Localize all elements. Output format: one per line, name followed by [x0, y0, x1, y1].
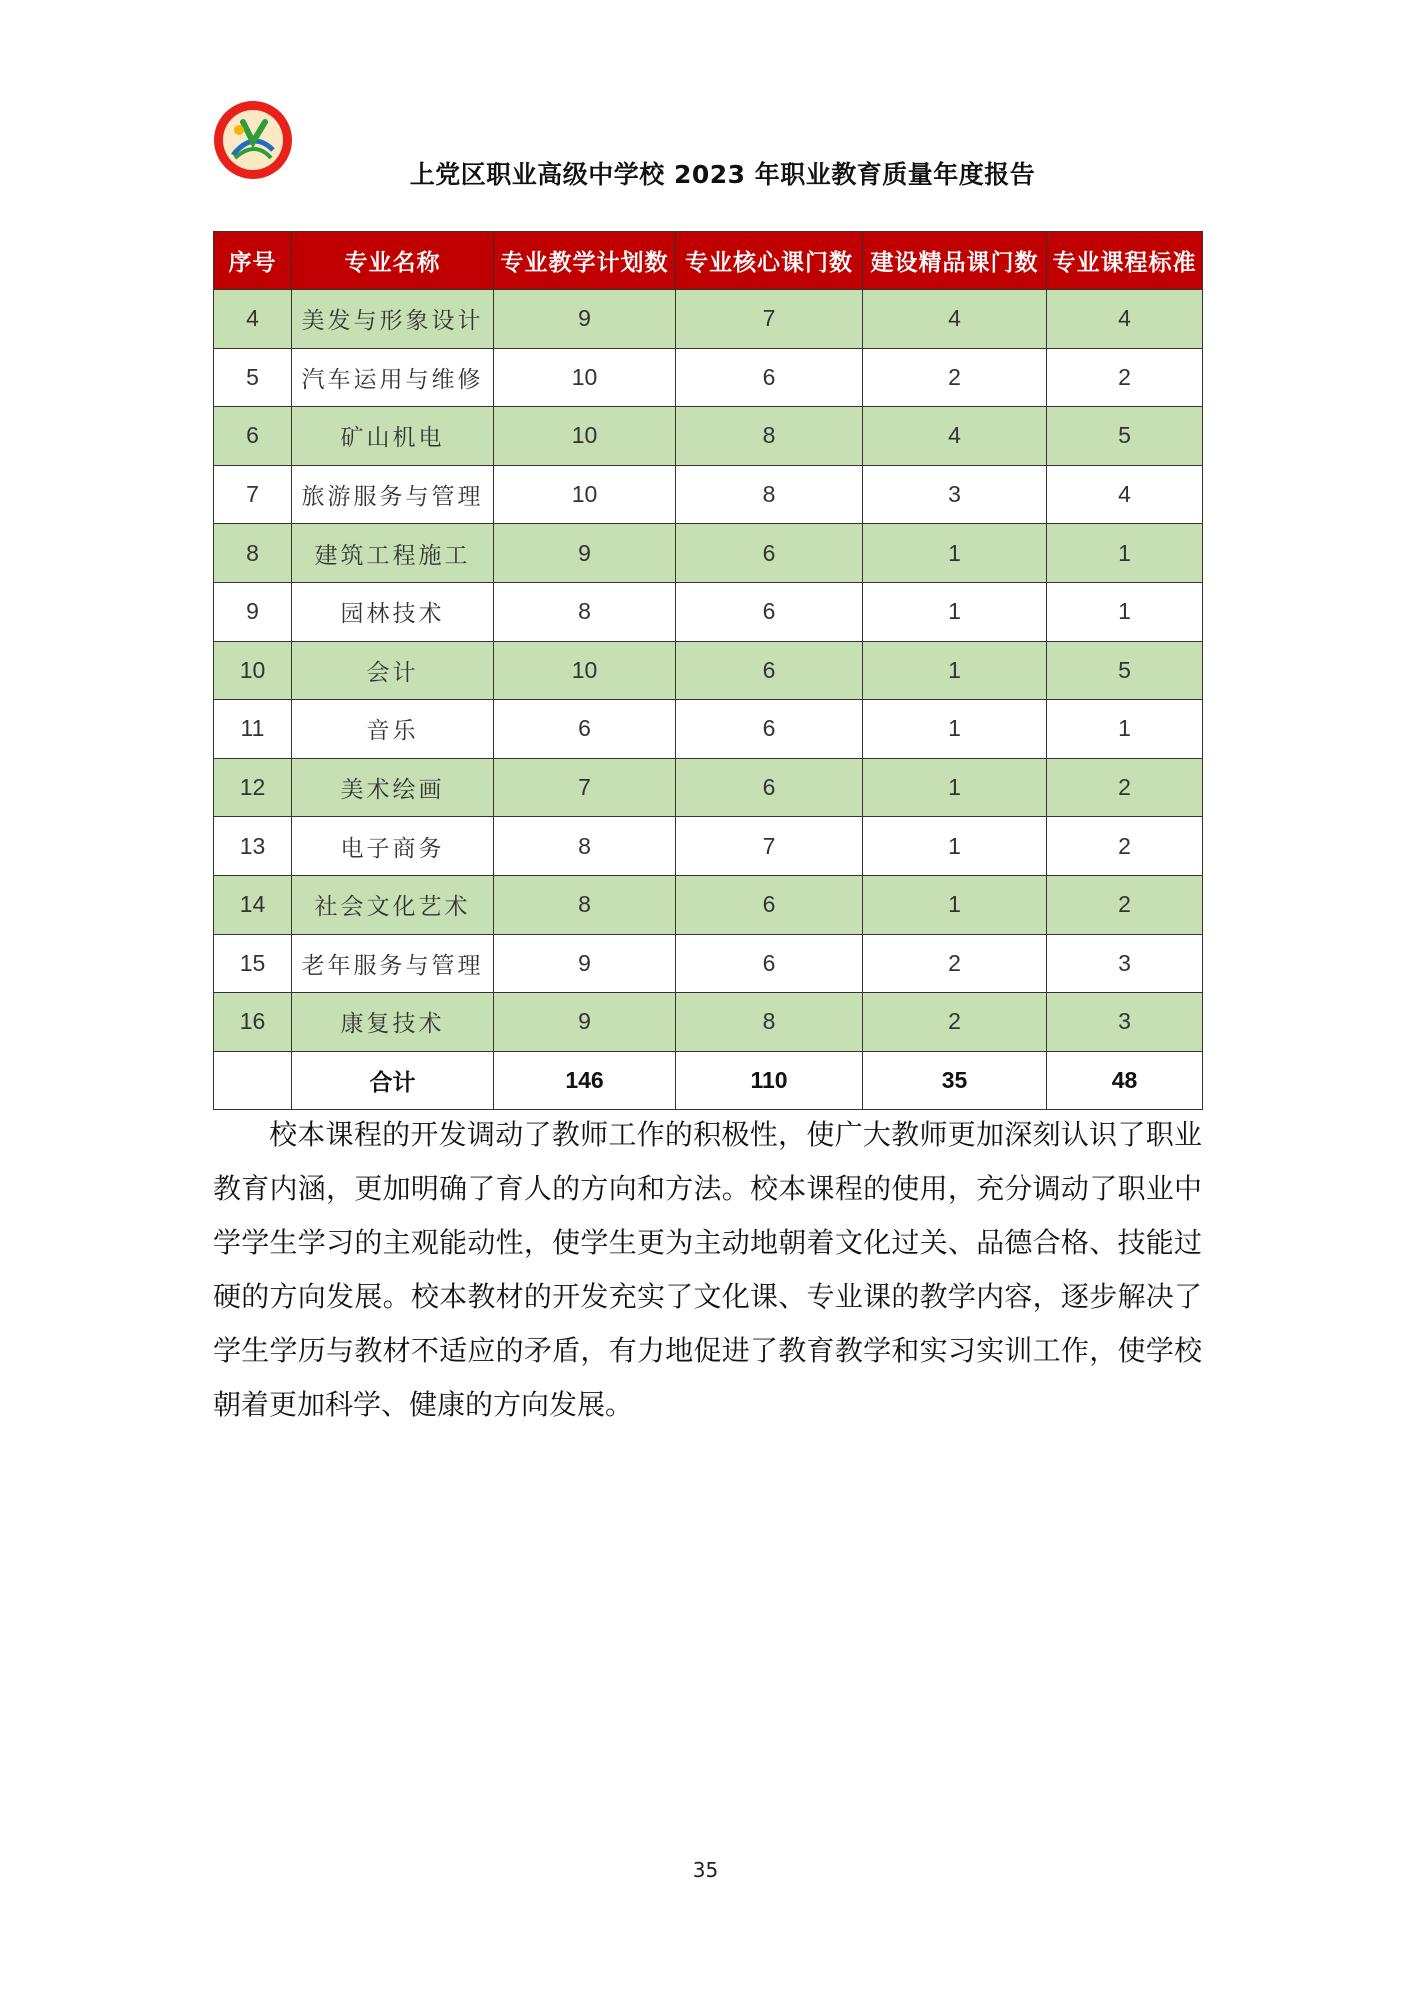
cell-standards: 2 — [1047, 817, 1203, 876]
cell-major: 音乐 — [292, 700, 494, 759]
cell-plans: 10 — [494, 465, 676, 524]
cell-core-courses: 8 — [676, 993, 863, 1052]
cell-quality-courses: 1 — [863, 758, 1047, 817]
table-row — [214, 407, 1203, 466]
cell-index: 8 — [214, 524, 292, 583]
cell-index: 6 — [214, 407, 292, 466]
cell-quality-courses: 1 — [863, 700, 1047, 759]
cell-index: 5 — [214, 348, 292, 407]
cell-core-courses: 8 — [676, 465, 863, 524]
cell-major: 矿山机电 — [292, 407, 494, 466]
cell-plans: 8 — [494, 875, 676, 934]
school-logo — [213, 100, 293, 180]
cell-plans: 9 — [494, 524, 676, 583]
cell-standards: 4 — [1047, 290, 1203, 349]
table-row — [214, 465, 1203, 524]
report-header-title: 上党区职业高级中学校 2023 年职业教育质量年度报告 — [409, 160, 1036, 189]
cell-plans: 9 — [494, 290, 676, 349]
cell-standards: 3 — [1047, 993, 1203, 1052]
cell-major: 美术绘画 — [292, 758, 494, 817]
column-header-quality-courses: 建设精品课门数 — [863, 232, 1047, 290]
cell-standards: 3 — [1047, 934, 1203, 993]
cell-total-plans: 146 — [494, 1051, 676, 1110]
table-row — [214, 290, 1203, 349]
cell-core-courses: 6 — [676, 875, 863, 934]
cell-core-courses: 6 — [676, 524, 863, 583]
table-row — [214, 641, 1203, 700]
column-header-plans: 专业教学计划数 — [494, 232, 676, 290]
cell-standards: 2 — [1047, 348, 1203, 407]
cell-quality-courses: 4 — [863, 407, 1047, 466]
cell-standards: 4 — [1047, 465, 1203, 524]
cell-standards: 1 — [1047, 700, 1203, 759]
cell-quality-courses: 2 — [863, 348, 1047, 407]
cell-plans: 10 — [494, 348, 676, 407]
column-header-major: 专业名称 — [292, 232, 494, 290]
cell-major: 建筑工程施工 — [292, 524, 494, 583]
cell-index: 12 — [214, 758, 292, 817]
cell-total-label: 合计 — [292, 1051, 494, 1110]
table-row — [214, 875, 1203, 934]
cell-quality-courses: 2 — [863, 993, 1047, 1052]
table-total-row — [214, 1051, 1203, 1110]
cell-plans: 9 — [494, 934, 676, 993]
cell-major: 园林技术 — [292, 582, 494, 641]
cell-standards: 2 — [1047, 758, 1203, 817]
cell-index: 4 — [214, 290, 292, 349]
cell-core-courses: 6 — [676, 700, 863, 759]
cell-quality-courses: 1 — [863, 817, 1047, 876]
cell-major: 旅游服务与管理 — [292, 465, 494, 524]
page-number: 35 — [692, 1858, 719, 1882]
table-row — [214, 993, 1203, 1052]
cell-major: 会计 — [292, 641, 494, 700]
cell-plans: 9 — [494, 993, 676, 1052]
cell-plans: 8 — [494, 817, 676, 876]
table-row — [214, 700, 1203, 759]
cell-standards: 2 — [1047, 875, 1203, 934]
cell-core-courses: 6 — [676, 641, 863, 700]
cell-quality-courses: 4 — [863, 290, 1047, 349]
table-row — [214, 758, 1203, 817]
cell-standards: 5 — [1047, 641, 1203, 700]
table-row — [214, 348, 1203, 407]
cell-major: 老年服务与管理 — [292, 934, 494, 993]
cell-standards: 5 — [1047, 407, 1203, 466]
cell-total-core-courses: 110 — [676, 1051, 863, 1110]
cell-index: 7 — [214, 465, 292, 524]
cell-index: 15 — [214, 934, 292, 993]
table-row — [214, 817, 1203, 876]
cell-core-courses: 6 — [676, 348, 863, 407]
cell-index: 11 — [214, 700, 292, 759]
cell-index: 9 — [214, 582, 292, 641]
cell-quality-courses: 1 — [863, 582, 1047, 641]
column-header-core-courses: 专业核心课门数 — [676, 232, 863, 290]
cell-index: 10 — [214, 641, 292, 700]
cell-plans: 10 — [494, 407, 676, 466]
cell-core-courses: 6 — [676, 934, 863, 993]
cell-plans: 6 — [494, 700, 676, 759]
cell-total-standards: 48 — [1047, 1051, 1203, 1110]
cell-plans: 7 — [494, 758, 676, 817]
cell-quality-courses: 3 — [863, 465, 1047, 524]
cell-quality-courses: 1 — [863, 524, 1047, 583]
column-header-standards: 专业课程标准 — [1047, 232, 1203, 290]
cell-core-courses: 6 — [676, 582, 863, 641]
column-header-index: 序号 — [214, 232, 292, 290]
cell-core-courses: 7 — [676, 817, 863, 876]
body-paragraph: 校本课程的开发调动了教师工作的积极性，使广大教师更加深刻认识了职业教育内涵，更加明确了育人的方向和方法。校本课程的使用，充分调动了职业中学学生学习的主观能动性，使学生更为主动地朝着文化过关、品德合格、技能过硬的方向发展。校本教材的开发充实了文化课、专业课的教学内容，逐步解决了学生学历与教材不适应的矛盾，有力地促进了教育教学和实习实训工作，使学校朝着更加科学、健康的方向发展。 — [213, 1118, 1202, 1421]
table-header-row — [214, 232, 1203, 290]
cell-standards: 1 — [1047, 524, 1203, 583]
curriculum-table — [213, 231, 1203, 1110]
cell-core-courses: 6 — [676, 758, 863, 817]
cell-core-courses: 8 — [676, 407, 863, 466]
cell-core-courses: 7 — [676, 290, 863, 349]
cell-major: 康复技术 — [292, 993, 494, 1052]
cell-quality-courses: 1 — [863, 875, 1047, 934]
cell-major: 电子商务 — [292, 817, 494, 876]
table-row — [214, 582, 1203, 641]
cell-total-quality-courses: 35 — [863, 1051, 1047, 1110]
cell-index — [214, 1051, 292, 1110]
cell-standards: 1 — [1047, 582, 1203, 641]
cell-plans: 10 — [494, 641, 676, 700]
cell-index: 14 — [214, 875, 292, 934]
cell-quality-courses: 1 — [863, 641, 1047, 700]
cell-major: 美发与形象设计 — [292, 290, 494, 349]
cell-major: 汽车运用与维修 — [292, 348, 494, 407]
table-row — [214, 524, 1203, 583]
table-row — [214, 934, 1203, 993]
cell-plans: 8 — [494, 582, 676, 641]
cell-major: 社会文化艺术 — [292, 875, 494, 934]
cell-index: 13 — [214, 817, 292, 876]
cell-index: 16 — [214, 993, 292, 1052]
cell-quality-courses: 2 — [863, 934, 1047, 993]
